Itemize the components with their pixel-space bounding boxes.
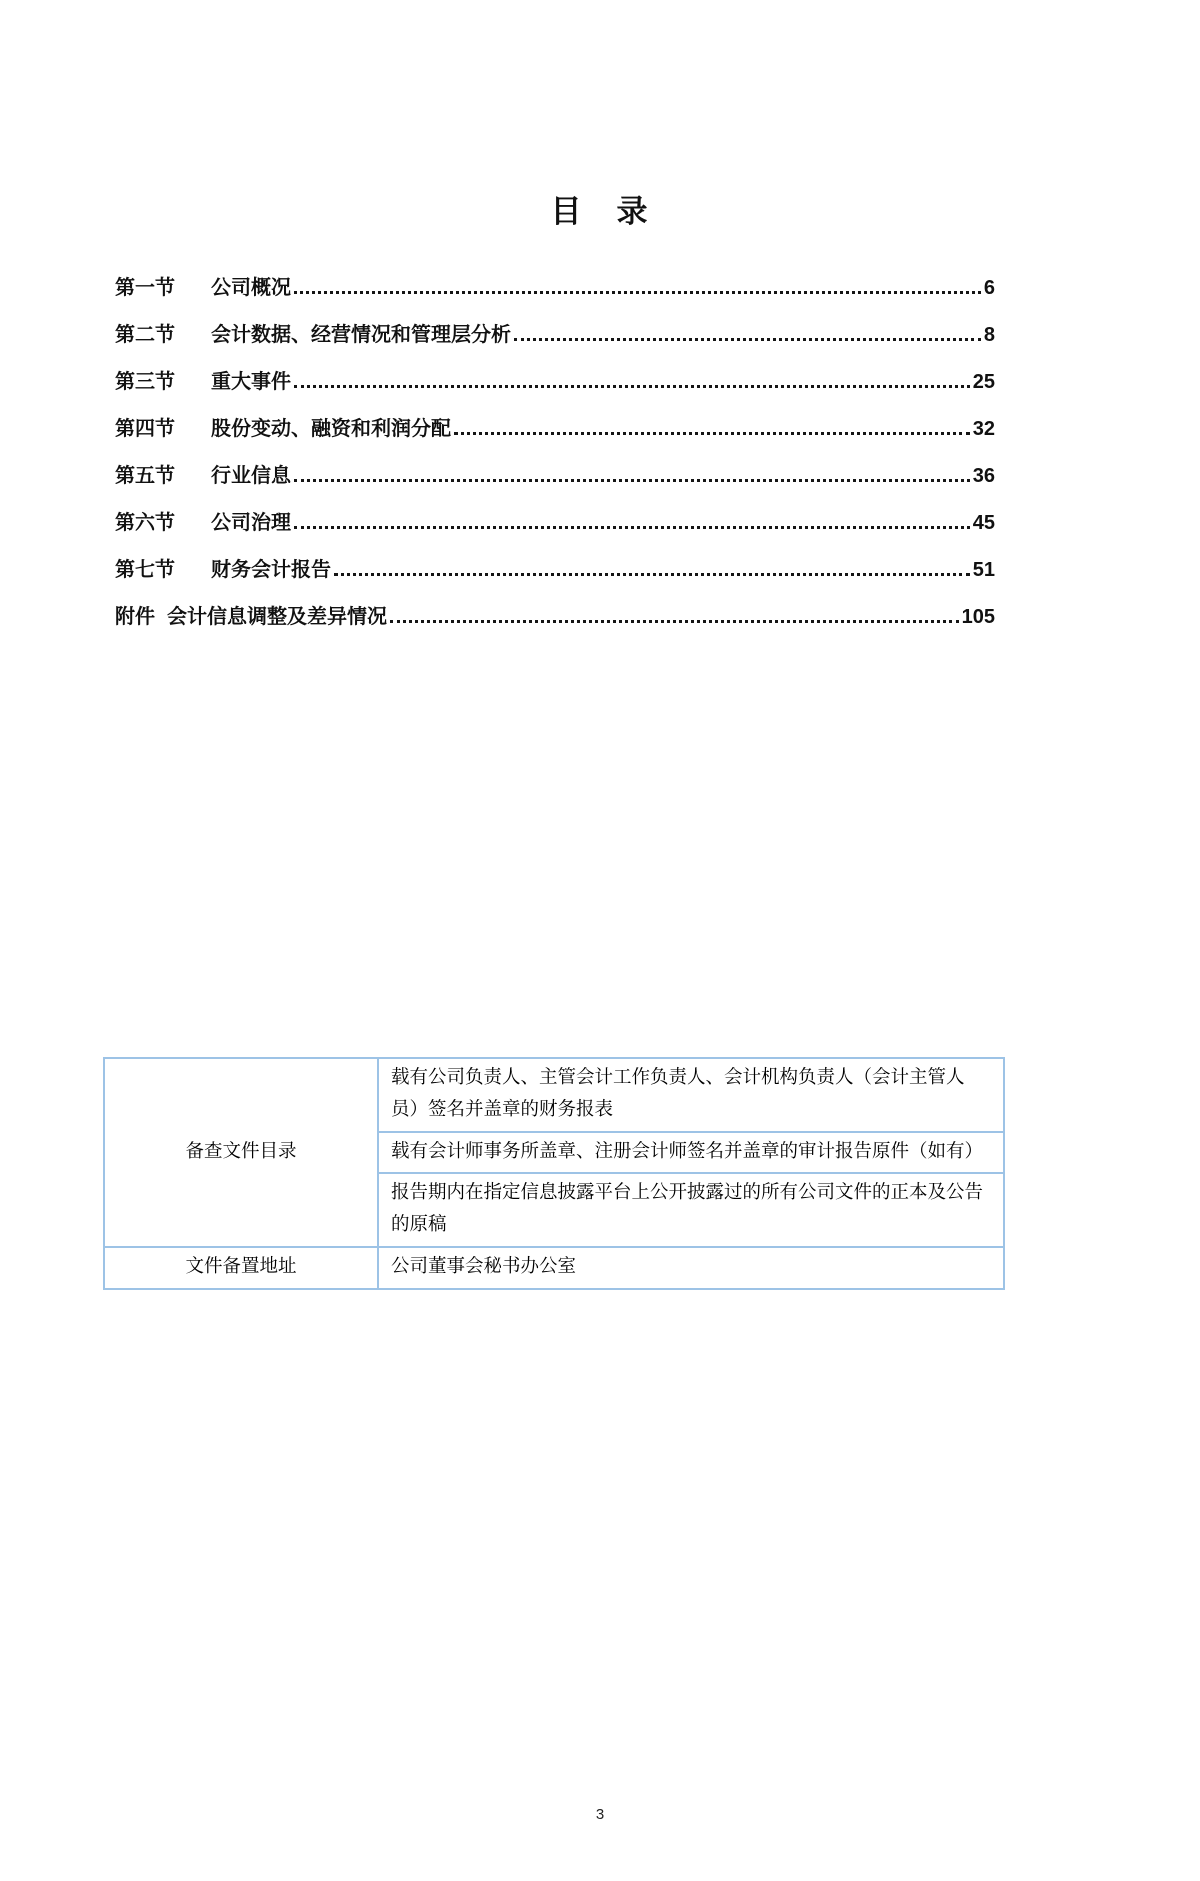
toc-entry xyxy=(115,253,995,300)
toc-entry-label: 第五节 xyxy=(115,465,175,487)
toc-leader-dots xyxy=(334,573,970,576)
toc-entry xyxy=(115,347,995,394)
table-row xyxy=(104,1058,1004,1132)
archive-document-1: 载有公司负责人、主管会计工作负责人、会计机构负责人（会计主管人员）签名并盖章的财务报表 xyxy=(378,1058,1004,1132)
toc-entry-label: 第六节 xyxy=(115,512,175,534)
archive-document-2: 载有会计师事务所盖章、注册会计师签名并盖章的审计报告原件（如有） xyxy=(378,1132,1004,1174)
toc-entry xyxy=(115,394,995,441)
toc-entry xyxy=(115,535,995,582)
toc-leader-dots xyxy=(454,432,970,435)
toc-entry-page: 6 xyxy=(983,277,995,299)
file-location-value: 公司董事会秘书办公室 xyxy=(378,1247,1004,1289)
toc-entry xyxy=(115,582,995,629)
toc-entry-title: 公司治理 xyxy=(211,512,291,534)
toc-entry-page: 32 xyxy=(972,418,995,440)
page-title: 目 录 xyxy=(550,194,650,229)
toc-entry-label: 第七节 xyxy=(115,559,175,581)
toc-entry xyxy=(115,300,995,347)
toc-entry-page: 25 xyxy=(972,371,995,393)
toc-entry-page: 105 xyxy=(961,606,995,628)
toc-entry-title: 股份变动、融资和利润分配 xyxy=(211,418,451,440)
toc-entry-title: 行业信息 xyxy=(211,465,291,487)
toc-leader-dots xyxy=(390,620,959,623)
archive-document-3: 报告期内在指定信息披露平台上公开披露过的所有公司文件的正本及公告的原稿 xyxy=(378,1173,1004,1247)
toc-leader-dots xyxy=(294,385,970,388)
reference-documents-table xyxy=(103,1057,1005,1290)
toc-entry-page: 8 xyxy=(983,324,995,346)
toc-entry-title: 会计数据、经营情况和管理层分析 xyxy=(211,324,511,346)
toc-entry-page: 51 xyxy=(972,559,995,581)
table-of-contents xyxy=(115,253,995,629)
toc-entry xyxy=(115,488,995,535)
page-number: 3 xyxy=(595,1806,605,1823)
document-page xyxy=(0,186,1200,1881)
toc-entry-title: 会计信息调整及差异情况 xyxy=(167,606,387,628)
toc-entry-page: 36 xyxy=(972,465,995,487)
row-label-archive-directory: 备查文件目录 xyxy=(104,1058,378,1247)
toc-leader-dots xyxy=(514,338,981,341)
toc-leader-dots xyxy=(294,526,970,529)
toc-entry-label: 第二节 xyxy=(115,324,175,346)
toc-entry-label: 第一节 xyxy=(115,277,175,299)
toc-entry xyxy=(115,441,995,488)
toc-entry-label: 第三节 xyxy=(115,371,175,393)
toc-entry-title: 财务会计报告 xyxy=(211,559,331,581)
toc-entry-page: 45 xyxy=(972,512,995,534)
toc-entry-label: 附件 xyxy=(115,606,155,628)
toc-leader-dots xyxy=(294,479,970,482)
toc-entry-title: 重大事件 xyxy=(211,371,291,393)
toc-entry-title: 公司概况 xyxy=(211,277,291,299)
row-label-file-location: 文件备置地址 xyxy=(104,1247,378,1289)
toc-leader-dots xyxy=(294,291,981,294)
table-row xyxy=(104,1247,1004,1289)
toc-entry-label: 第四节 xyxy=(115,418,175,440)
